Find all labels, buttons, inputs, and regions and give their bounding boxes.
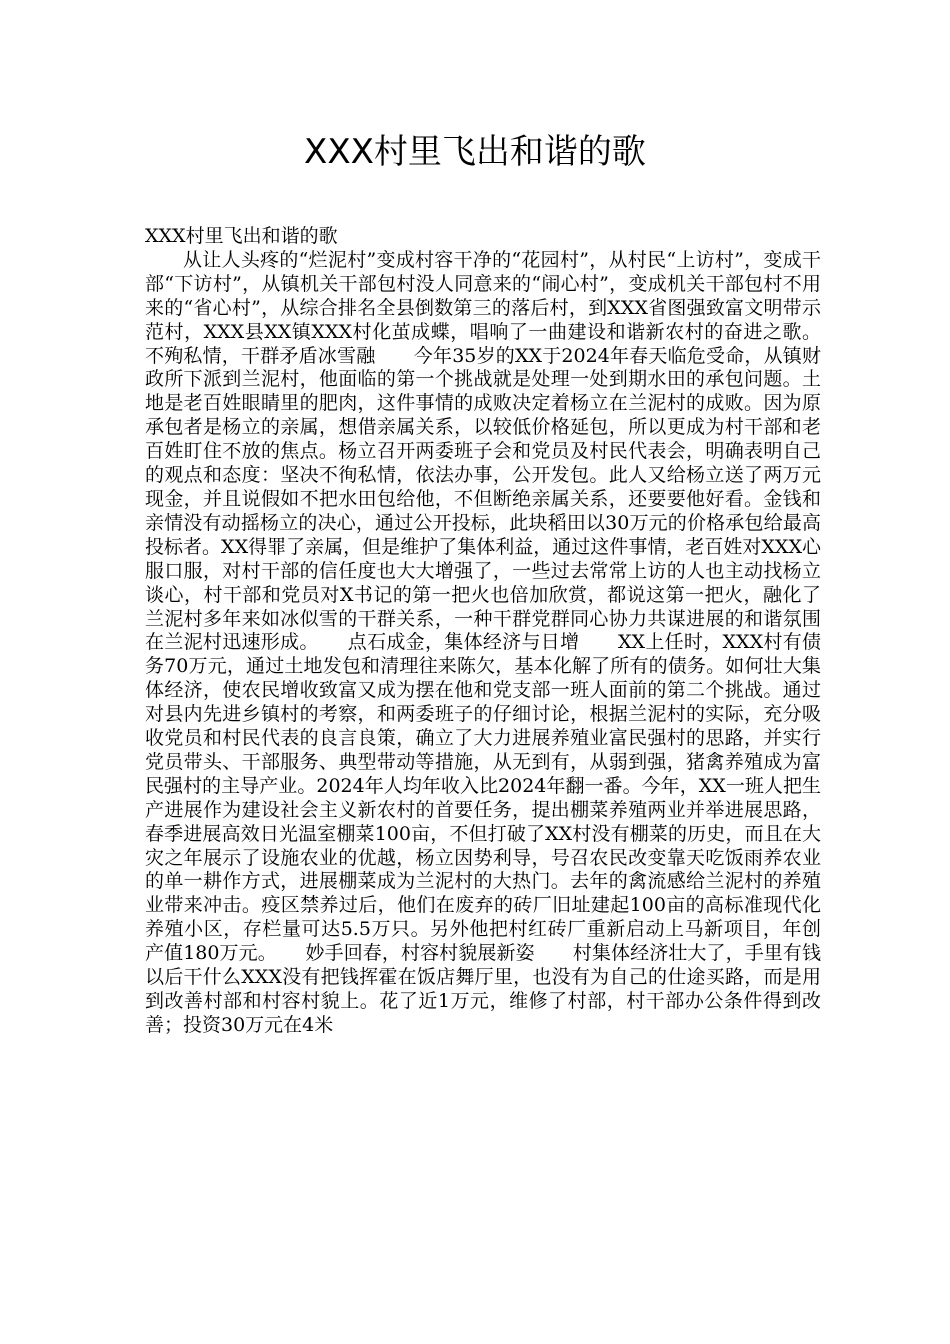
body-paragraph: 从让人头疼的“烂泥村”变成村容干净的“花园村”，从村民“上访村”，变成干部“下访村”，从镇机关干部包村没人同意来的“闹心村”，变成机关干部包村不用来的“省心村”，从综合排名全县倒数第三的落后村，到XXX省图强致富文明带示范村，XXX县XX镇XXX村化茧成蝶，唱响了一曲建设和谐新农村的奋进之歌。不殉私情，干群矛盾冰雪融 今年35岁的XX于2024年春天临危受命，从镇财政所下派到兰泥村，他面临的第一个挑战就是处理一处到期水田的承包问题。土地是老百姓眼睛里的肥肉，这件事情的成败决定着杨立在兰泥村的成败。因为原承包者是杨立的亲属，想借亲属关系，以较低价格延包，所以更成为村干部和老百姓盯住不放的焦点。杨立召开两委班子会和党员及村民代表会，明确表明自己的观点和态度：坚决不徇私情，依法办事，公开发包。此人又给杨立送了两万元现金，并且说假如不把水田包给他，不但断绝亲属关系，还要要他好看。金钱和亲情没有动摇杨立的决心，通过公开投标，此块稻田以30万元的价格承包给最高投标者。XX得罪了亲属，但是维护了集体利益，通过这件事情，老百姓对XXX心服口服，对村干部的信任度也大大增强了，一些过去常常上访的人也主动找杨立谈心，村干部和党员对X书记的第一把火也倍加欣赏，都说这第一把火，融化了兰泥村多年来如冰似雪的干群关系，一种干群党群同心协力共谋进展的和谐氛围在兰泥村迅速形成。 点石成金，集体经济与日增 XX上任时，XXX村有债务70万元，通过土地发包和清理往来陈欠，基本化解了所有的债务。如何壮大集体经济，使农民增收致富又成为摆在他和党支部一班人面前的第二个挑战。通过对县内先进乡镇村的考察，和两委班子的仔细讨论，根据兰泥村的实际，充分吸收党员和村民代表的良言良策，确立了大力进展养殖业富民强村的思路，并实行党员带头、干部服务、典型带动等措施，从无到有，从弱到强，猪禽养殖成为富民强村的主导产业。2024年人均年收入比2024年翻一番。今年，XX一班人把生产进展作为建设社会主义新农村的首要任务，提出棚菜养殖两业并举进展思路，春季进展高效日光温室棚菜100亩，不但打破了XX村没有棚菜的历史，而且在大灾之年展示了设施农业的优越，杨立因势利导，号召农民改变靠天吃饭雨养农业的单一耕作方式，进展棚菜成为兰泥村的大热门。去年的禽流感给兰泥村的养殖业带来冲击。疫区禁养过后，他们在废弃的砖厂旧址建起100亩的高标准现代化养殖小区，存栏量可达5.5万只。另外他把村红砖厂重新启动上马新项目，年创产值180万元。 妙手回春，村容村貌展新姿 村集体经济壮大了，手里有钱以后干什么XXX没有把钱挥霍在饭店舞厅里，也没有为自己的仕途买路，而是用到改善村部和村容村貌上。花了近1万元，维修了村部，村干部办公条件得到改善；投资30万元在4米 — [145, 248, 821, 1036]
document-subtitle: XXX村里飞出和谐的歌 — [145, 225, 338, 247]
document-title: XXX村里飞出和谐的歌 — [304, 132, 646, 172]
document-body — [145, 225, 821, 1038]
